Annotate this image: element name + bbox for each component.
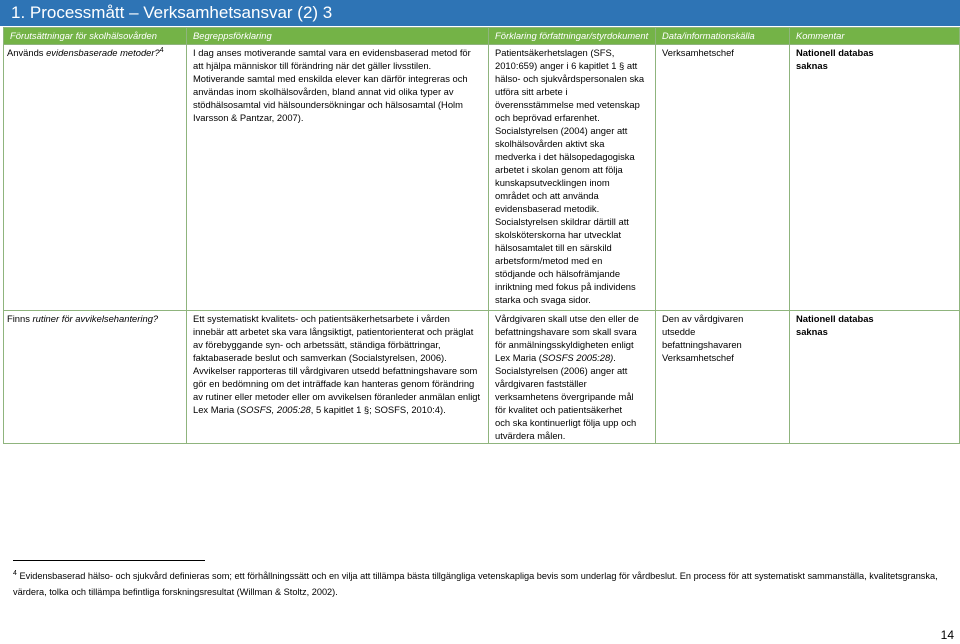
header-data-source: Data/informationskälla: [656, 28, 790, 45]
footnote-ref: 4: [159, 47, 164, 54]
row-data-source: Verksamhetschef: [656, 45, 790, 311]
footnote-divider: [13, 560, 205, 561]
header-concept-explanation: Begreppsförklaring: [187, 28, 489, 45]
footnote: [13, 569, 948, 600]
row-comment: Nationell databas saknas: [790, 45, 960, 311]
footnote-text: Evidensbaserad hälso- och sjukvård definieras som; ett förhållningssätt och en vilja att tillämpa bästa tillgängliga vetenskapliga bevis som underlag för vårdbeslut. En process för att systematiskt sammanställa, kvalitetsgranska, värdera, tolka och tillämpa befintliga forskningsresultat (Willman & Stoltz, 2002).: [13, 571, 938, 597]
title-bar: [0, 0, 960, 26]
footnote-number: 4: [13, 570, 17, 577]
header-comment: Kommentar: [790, 28, 960, 45]
header-regulation-explanation: Förklaring författningar/styrdokument: [489, 28, 656, 45]
table-header-row: [4, 28, 960, 45]
page-number: 14: [940, 628, 954, 642]
row-regulation: Vårdgivaren skall utse den eller de befattningshavare som skall svara för anmälningsskyldigheten enligt Lex Maria (SOSFS 2005:28). Socialstyrelsen (2006) anger att vårdgivaren fastställer verksamhetens övergripande mål för kvalitet och patientsäkerhet och ska kontinuerligt följa upp och utvärdera målen.: [489, 311, 656, 444]
row-data-source: Den av vårdgivaren utsedde befattningshavaren Verksamhetschef: [656, 311, 790, 444]
row-regulation: Patientsäkerhetslagen (SFS, 2010:659) anger i 6 kapitlet 1 § att hälso- och sjukvårdspersonalen ska utföra sitt arbete i överensstämmelse med vetenskap och beprövad erfarenhet. Socialstyrelsen (2004) anger att skolhälsovården aktivt ska medverka i det hälsopedagogiska arbetet i skolan genom att följa kunskapsutvecklingen inom området och att använda evidensbaserad metodik. Socialstyrelsen skildrar därtill att skolsköterskorna har utvecklat hälsosamtalet till en särskild arbetsform/metod med en stödjande och hälsofrämjande inriktning med fokus på individens starka och svaga sidor.: [489, 45, 656, 311]
row-question: Finns rutiner för avvikelsehantering?: [7, 313, 159, 324]
header-prerequisites: Förutsättningar för skolhälsovården: [4, 28, 187, 45]
process-measure-table: [3, 27, 960, 444]
row-question-cell: [4, 45, 187, 311]
row-question-cell: [4, 311, 187, 444]
table-row: [4, 45, 960, 311]
row-explanation: I dag anses motiverande samtal vara en evidensbaserad metod för att hjälpa människor till förändring när det gäller livsstilen. Motiverande samtal med enskilda elever kan därför integreras och användas inom skolhälsovården, bland annat vid olika typer av stödhälsosamtal vid hälsoundersökningar och hälsosamtal (Holm Ivarsson & Pantzar, 2007).: [187, 45, 489, 311]
page-title: 1. Processmått – Verksamhetsansvar (2) 3: [11, 3, 333, 22]
row-comment: Nationell databas saknas: [790, 311, 960, 444]
table-row: [4, 311, 960, 444]
row-question: Används evidensbaserade metoder?: [7, 47, 160, 58]
row-explanation: Ett systematiskt kvalitets- och patientsäkerhetsarbete i vården innebär att arbetet ska vara långsiktigt, patientorienterat och präglat av förebyggande syn- och arbetssätt, ständiga förbättringar, faktabaserade beslut och samverkan (Socialstyrelsen, 2006). Avvikelser rapporteras till vårdgivaren utsedd befattningshavare som gör en bedömning om det inträffade kan hanteras genom förändring av rutiner eller metoder eller om avvikelsen föranleder anmälan enligt Lex Maria (SOSFS, 2005:28, 5 kapitlet 1 §; SOSFS, 2010:4).: [187, 311, 489, 444]
